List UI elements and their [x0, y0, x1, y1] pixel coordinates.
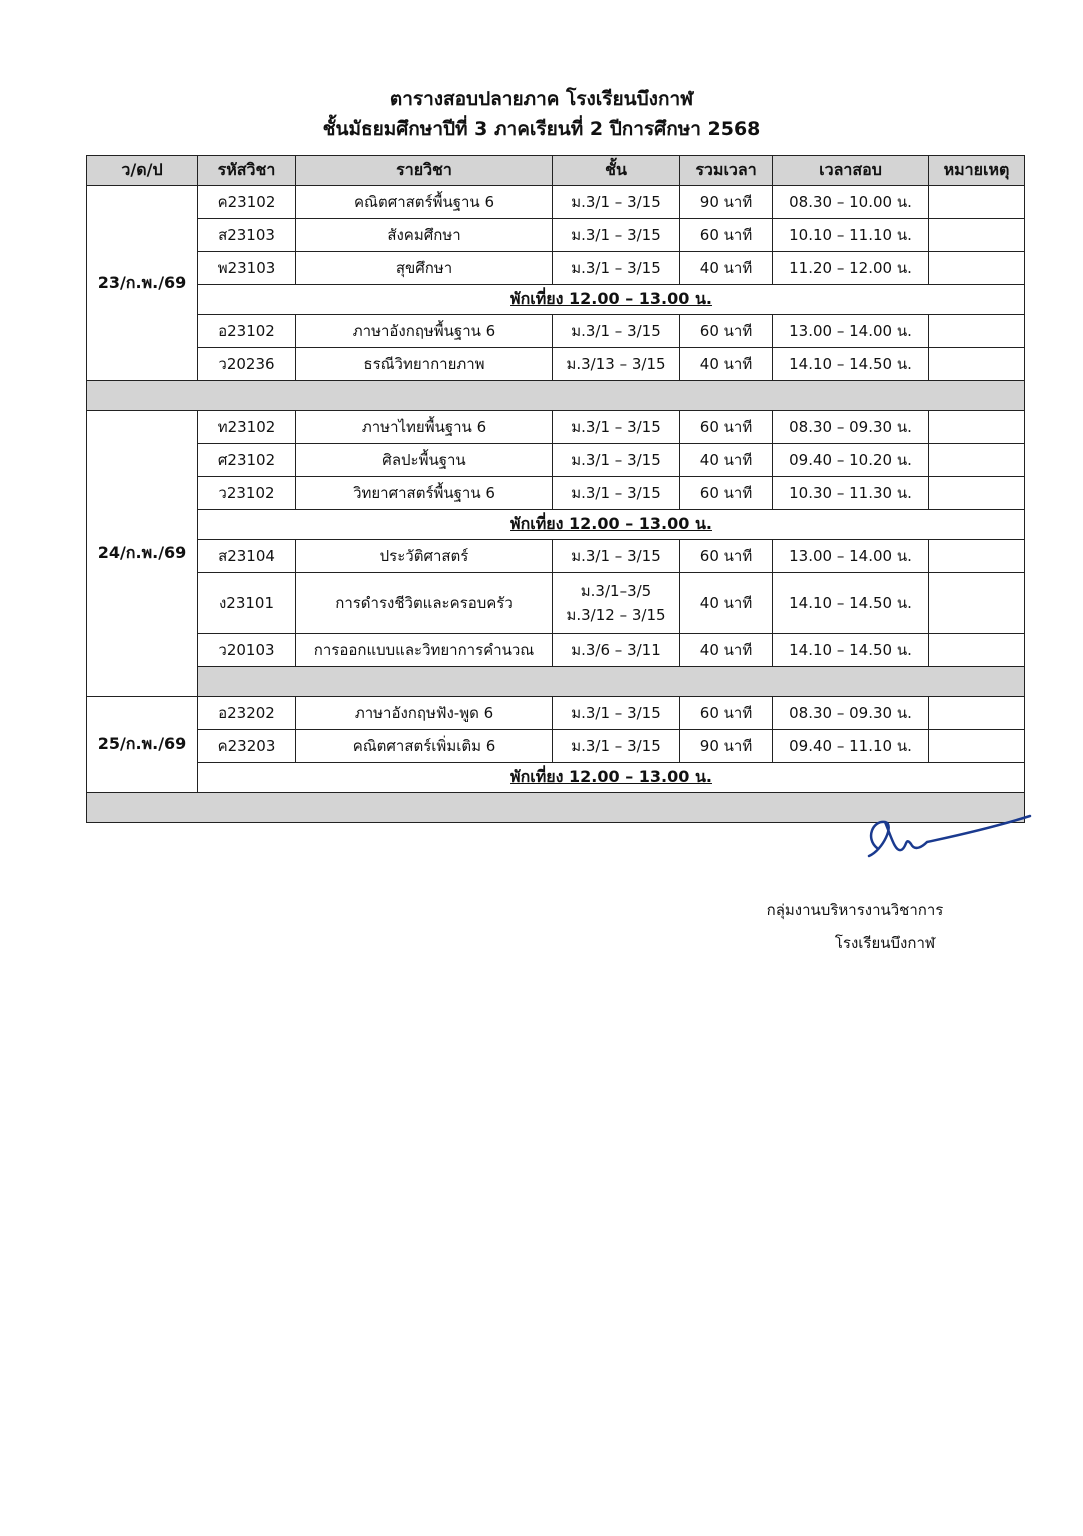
subject-cell: ศิลปะพื้นฐาน [296, 444, 553, 477]
date-cell: 25/ก.พ./69 [87, 697, 198, 793]
time-cell: 09.40 – 10.20 น. [773, 444, 929, 477]
subject-cell: ธรณีวิทยากายภาพ [296, 348, 553, 381]
note-cell [929, 186, 1025, 219]
footer-school: โรงเรียนบึงกาฬ [834, 934, 936, 952]
subject-cell: สังคมศึกษา [296, 219, 553, 252]
code-cell: ค23102 [198, 186, 296, 219]
note-cell [929, 219, 1025, 252]
class-cell: ม.3/6 – 3/11 [553, 634, 680, 667]
signature-image [855, 808, 1035, 868]
subject-cell: ภาษาไทยพื้นฐาน 6 [296, 411, 553, 444]
table-row [87, 315, 1025, 348]
note-cell [929, 697, 1025, 730]
class-line: ม.3/1–3/5 [580, 582, 652, 600]
note-cell [929, 634, 1025, 667]
code-cell: ค23203 [198, 730, 296, 763]
code-cell: พ23103 [198, 252, 296, 285]
duration-cell: 90 นาที [680, 186, 773, 219]
duration-cell: 40 นาที [680, 573, 773, 634]
duration-cell: 40 นาที [680, 252, 773, 285]
subject-cell: วิทยาศาสตร์พื้นฐาน 6 [296, 477, 553, 510]
page-title: ตารางสอบปลายภาค โรงเรียนบึงกาฬ [389, 88, 694, 110]
col-header-code: รหัสวิชา [198, 156, 296, 186]
col-header-time: เวลาสอบ [773, 156, 929, 186]
subject-cell: คณิตศาสตร์เพิ่มเติม 6 [296, 730, 553, 763]
table-row [87, 444, 1025, 477]
time-cell: 14.10 – 14.50 น. [773, 573, 929, 634]
time-cell: 10.10 – 11.10 น. [773, 219, 929, 252]
note-cell [929, 477, 1025, 510]
table-row [87, 186, 1025, 219]
col-header-date: ว/ด/ป [87, 156, 198, 186]
day-separator-row [87, 381, 1025, 411]
subject-cell: ภาษาอังกฤษพื้นฐาน 6 [296, 315, 553, 348]
class-cell: ม.3/1 – 3/15 [553, 186, 680, 219]
table-row [87, 634, 1025, 667]
time-cell: 08.30 – 10.00 น. [773, 186, 929, 219]
subject-cell: คณิตศาสตร์พื้นฐาน 6 [296, 186, 553, 219]
time-cell: 08.30 – 09.30 น. [773, 697, 929, 730]
code-cell: ศ23102 [198, 444, 296, 477]
note-cell [929, 411, 1025, 444]
col-header-class: ชั้น [553, 156, 680, 186]
code-cell: ง23101 [198, 573, 296, 634]
date-cell: 24/ก.พ./69 [87, 411, 198, 697]
lunch-break-row [87, 510, 1025, 540]
class-line: ม.3/12 – 3/15 [566, 606, 666, 624]
duration-cell: 60 นาที [680, 697, 773, 730]
table-row [87, 252, 1025, 285]
table-row [87, 730, 1025, 763]
col-header-note: หมายเหตุ [929, 156, 1025, 186]
duration-cell: 60 นาที [680, 411, 773, 444]
duration-cell: 60 นาที [680, 540, 773, 573]
time-cell: 13.00 – 14.00 น. [773, 540, 929, 573]
class-cell: ม.3/13 – 3/15 [553, 348, 680, 381]
class-cell: ม.3/1 – 3/15 [553, 219, 680, 252]
duration-cell: 60 นาที [680, 477, 773, 510]
time-cell: 13.00 – 14.00 น. [773, 315, 929, 348]
subject-cell: สุขศึกษา [296, 252, 553, 285]
date-cell: 23/ก.พ./69 [87, 186, 198, 381]
class-cell: ม.3/1 – 3/15 [553, 252, 680, 285]
day-separator-row [87, 667, 1025, 697]
note-cell [929, 540, 1025, 573]
time-cell: 14.10 – 14.50 น. [773, 634, 929, 667]
class-cell: ม.3/1 – 3/15 [553, 444, 680, 477]
class-cell: ม.3/1 – 3/15 [553, 315, 680, 348]
duration-cell: 40 นาที [680, 444, 773, 477]
time-cell: 10.30 – 11.30 น. [773, 477, 929, 510]
code-cell: อ23202 [198, 697, 296, 730]
lunch-break-label: พักเที่ยง 12.00 – 13.00 น. [198, 763, 1025, 793]
col-header-duration: รวมเวลา [680, 156, 773, 186]
code-cell: ท23102 [198, 411, 296, 444]
duration-cell: 40 นาที [680, 634, 773, 667]
exam-schedule-table [86, 155, 1025, 823]
time-cell: 08.30 – 09.30 น. [773, 411, 929, 444]
subject-cell: ประวัติศาสตร์ [296, 540, 553, 573]
page-subtitle: ชั้นมัธยมศึกษาปีที่ 3 ภาคเรียนที่ 2 ปีการศึกษา 2568 [322, 118, 761, 140]
lunch-break-row [87, 285, 1025, 315]
code-cell: ส23104 [198, 540, 296, 573]
table-row [87, 219, 1025, 252]
table-row [87, 573, 1025, 634]
code-cell: ส23103 [198, 219, 296, 252]
note-cell [929, 444, 1025, 477]
duration-cell: 40 นาที [680, 348, 773, 381]
class-cell: ม.3/1 – 3/15 [553, 730, 680, 763]
table-row [87, 697, 1025, 730]
class-cell: ม.3/1 – 3/15 [553, 540, 680, 573]
duration-cell: 90 นาที [680, 730, 773, 763]
note-cell [929, 315, 1025, 348]
duration-cell: 60 นาที [680, 219, 773, 252]
class-cell: ม.3/1 – 3/15 [553, 697, 680, 730]
col-header-subject: รายวิชา [296, 156, 553, 186]
table-row [87, 540, 1025, 573]
code-cell: ว20236 [198, 348, 296, 381]
table-header-row [87, 156, 1025, 186]
duration-cell: 60 นาที [680, 315, 773, 348]
note-cell [929, 730, 1025, 763]
class-cell: ม.3/1 – 3/15 [553, 411, 680, 444]
code-cell: อ23102 [198, 315, 296, 348]
lunch-break-row [87, 763, 1025, 793]
note-cell [929, 252, 1025, 285]
note-cell [929, 348, 1025, 381]
subject-cell: ภาษาอังกฤษฟัง-พูด 6 [296, 697, 553, 730]
table-row [87, 348, 1025, 381]
lunch-break-label: พักเที่ยง 12.00 – 13.00 น. [198, 510, 1025, 540]
table-row [87, 477, 1025, 510]
code-cell: ว23102 [198, 477, 296, 510]
subject-cell: การดำรงชีวิตและครอบครัว [296, 573, 553, 634]
subject-cell: การออกแบบและวิทยาการคำนวณ [296, 634, 553, 667]
time-cell: 14.10 – 14.50 น. [773, 348, 929, 381]
class-cell: ม.3/1 – 3/15 [553, 477, 680, 510]
table-row [87, 411, 1025, 444]
code-cell: ว20103 [198, 634, 296, 667]
note-cell [929, 573, 1025, 634]
lunch-break-label: พักเที่ยง 12.00 – 13.00 น. [198, 285, 1025, 315]
time-cell: 09.40 – 11.10 น. [773, 730, 929, 763]
time-cell: 11.20 – 12.00 น. [773, 252, 929, 285]
class-cell [553, 573, 680, 634]
footer-department: กลุ่มงานบริหารงานวิชาการ [766, 901, 944, 919]
